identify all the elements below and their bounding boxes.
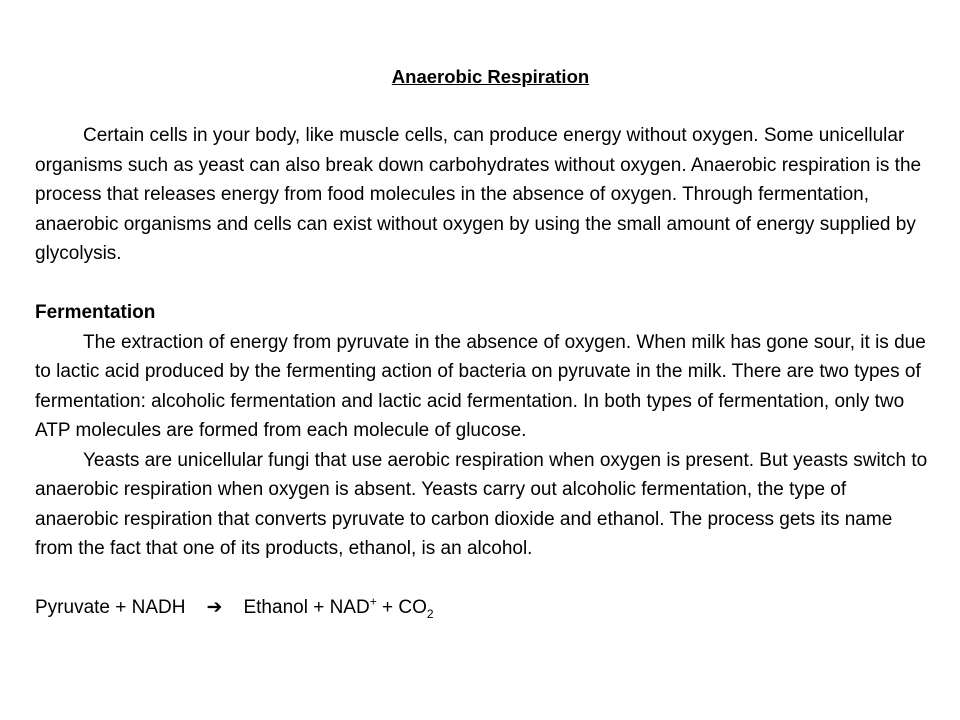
intro-paragraph: Certain cells in your body, like muscle cells, can produce energy without oxygen. Some unicellular organisms such as yeast can also break down carbohydrates without oxygen. Anaerobic respiration is the process that releases energy from food molecules in the absence of oxygen. Through fermentation, anaerobic organisms and cells can exist without oxygen by using the small amount of energy supplied by glycolysis. [35,125,922,264]
spacer [35,564,930,594]
slide-content [35,62,930,623]
page-title: Anaerobic Respiration [391,66,590,87]
equation-reactants: Pyruvate + NADH [35,597,186,618]
fermentation-heading: Fermentation [35,302,156,323]
fermentation-paragraph-2: Yeasts are unicellular fungi that use aerobic respiration when oxygen is present. But yeasts switch to anaerobic respiration when oxygen is absent. Yeasts carry out alcoholic fermentation, the type of anaerobic respiration that converts pyruvate to carbon dioxide and ethanol. The process gets its name from the fact that one of its products, ethanol, is an alcohol. [35,449,928,559]
fermentation-equation [35,593,930,623]
right-arrow-icon: ➔ [206,597,223,618]
equation-products-part1: Ethanol + NAD [243,597,370,618]
nad-superscript: + [369,594,377,609]
co2-subscript: 2 [426,606,434,621]
equation-products-part2: + CO [376,597,427,618]
spacer [35,269,930,299]
fermentation-paragraph-1: The extraction of energy from pyruvate in the absence of oxygen. When milk has gone sour, it is due to lactic acid produced by the fermenting action of bacteria on pyruvate in the milk. There are two types of fermentation: alcoholic fermentation and lactic acid fermentation. In both types of fermentation, only two ATP molecules are formed from each molecule of glucose. [35,331,926,441]
spacer [35,92,930,122]
